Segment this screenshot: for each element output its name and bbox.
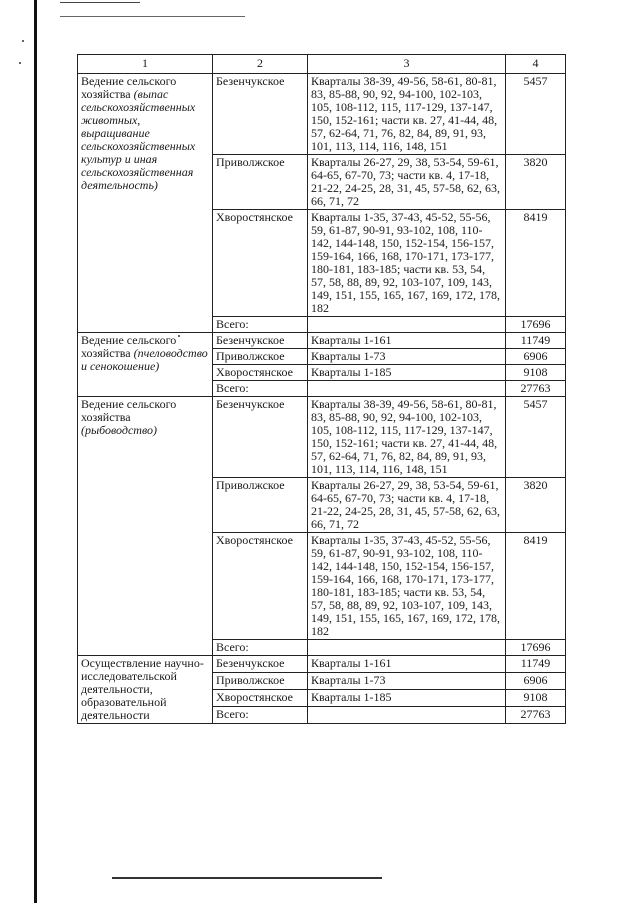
quarters-cell: Кварталы 38-39, 49-56, 58-61, 80-81, 83, 85-88, 90, 92, 94-100, 102-103, 105, 108-112, 115, 117-129, 137-147, 150, 152-161; части кв. 27, 41-44, 48, 57, 62-64, 71, 76, 82, 84, 89, 91, 93, 101, 113, 114, 116, 148, 151 [308, 74, 506, 155]
district-cell: Хворостянское [213, 210, 308, 317]
scan-edge-top-line [60, 16, 245, 17]
header-row [78, 55, 566, 74]
area-cell: 11749 [506, 333, 566, 349]
scan-edge-bottom [112, 877, 382, 879]
activity-name: Осуществление научно-исследовательской деятельности, образовательной деятельности [81, 656, 204, 722]
header-col-3: 3 [308, 55, 506, 74]
area-cell: 8419 [506, 533, 566, 640]
activity-cell [78, 333, 213, 397]
scan-speck [19, 62, 21, 64]
district-cell: Безенчукское [213, 74, 308, 155]
table-row [78, 397, 566, 478]
total-empty [308, 640, 506, 656]
quarters-cell: Кварталы 1-35, 37-43, 45-52, 55-56, 59, 61-87, 90-91, 93-102, 108, 110-142, 144-148, 150, 152-154, 156-157, 159-164, 166, 168, 170-171, 173-177, 180-181, 183-185; части кв. 53, 54, 57, 58, 88, 89, 92, 103-107, 109, 143, 149, 151, 155, 165, 167, 169, 172, 178, 182 [308, 210, 506, 317]
district-cell: Приволжское [213, 478, 308, 533]
activity-cell [78, 397, 213, 656]
quarters-cell: Кварталы 1-161 [308, 333, 506, 349]
district-cell: Хворостянское [213, 365, 308, 381]
activity-name: Ведение сельского хозяйства [81, 333, 177, 360]
scan-edge-left [34, 0, 37, 903]
activity-note: (пчеловодство и сенокошение) [81, 346, 208, 373]
total-value: 27763 [506, 381, 566, 397]
district-cell: Безенчукское [213, 397, 308, 478]
area-cell: 5457 [506, 397, 566, 478]
land-use-table [77, 54, 566, 724]
table-row [78, 74, 566, 155]
total-empty [308, 317, 506, 333]
activity-cell [78, 656, 213, 724]
quarters-cell: Кварталы 1-161 [308, 656, 506, 673]
total-empty [308, 381, 506, 397]
area-cell: 9108 [506, 690, 566, 707]
area-cell: 11749 [506, 656, 566, 673]
area-cell: 6906 [506, 673, 566, 690]
total-empty [308, 707, 506, 724]
area-cell: 6906 [506, 349, 566, 365]
district-cell: Безенчукское [213, 333, 308, 349]
quarters-cell: Кварталы 1-35, 37-43, 45-52, 55-56, 59, 61-87, 90-91, 93-102, 108, 110-142, 144-148, 150, 152-154, 156-157, 159-164, 166, 168, 170-171, 173-177, 180-181, 183-185; части кв. 53, 54, 57, 58, 88, 89, 92, 103-107, 109, 143, 149, 151, 155, 165, 167, 169, 172, 178, 182 [308, 533, 506, 640]
activity-cell [78, 74, 213, 333]
table-row [78, 656, 566, 673]
total-label: Всего: [213, 640, 308, 656]
header-col-4: 4 [506, 55, 566, 74]
area-cell: 3820 [506, 478, 566, 533]
district-cell: Хворостянское [213, 690, 308, 707]
district-cell: Приволжское [213, 155, 308, 210]
district-cell: Приволжское [213, 673, 308, 690]
quarters-cell: Кварталы 1-185 [308, 365, 506, 381]
activity-note: (рыбоводство) [81, 423, 158, 437]
scan-edge-top [60, 2, 140, 3]
activity-name: Ведение сельского хозяйства [81, 397, 177, 424]
quarters-cell: Кварталы 26-27, 29, 38, 53-54, 59-61, 64-65, 67-70, 73; части кв. 4, 17-18, 21-22, 24-25, 28, 31, 45, 57-58, 62, 63, 66, 71, 72 [308, 478, 506, 533]
district-cell: Безенчукское [213, 656, 308, 673]
total-value: 27763 [506, 707, 566, 724]
header-col-1: 1 [78, 55, 213, 74]
header-col-2: 2 [213, 55, 308, 74]
area-cell: 8419 [506, 210, 566, 317]
table-row [78, 333, 566, 349]
quarters-cell: Кварталы 38-39, 49-56, 58-61, 80-81, 83, 85-88, 90, 92, 94-100, 102-103, 105, 108-112, 115, 117-129, 137-147, 150, 152-161; части кв. 27, 41-44, 48, 57, 62-64, 71, 76, 82, 84, 89, 91, 93, 101, 113, 114, 116, 148, 151 [308, 397, 506, 478]
quarters-cell: Кварталы 1-73 [308, 349, 506, 365]
district-cell: Приволжское [213, 349, 308, 365]
area-cell: 9108 [506, 365, 566, 381]
total-label: Всего: [213, 317, 308, 333]
scan-speck [22, 40, 24, 42]
activity-note: (выпас сельскохозяйственных животных, выращивание сельскохозяйственных культур и иная сельскохозяйственная деятельность) [81, 87, 196, 192]
total-label: Всего: [213, 707, 308, 724]
area-cell: 3820 [506, 155, 566, 210]
quarters-cell: Кварталы 1-185 [308, 690, 506, 707]
total-value: 17696 [506, 317, 566, 333]
district-cell: Хворостянское [213, 533, 308, 640]
total-label: Всего: [213, 381, 308, 397]
quarters-cell: Кварталы 26-27, 29, 38, 53-54, 59-61, 64-65, 67-70, 73; части кв. 4, 17-18, 21-22, 24-25, 28, 31, 45, 57-58, 62, 63, 66, 71, 72 [308, 155, 506, 210]
quarters-cell: Кварталы 1-73 [308, 673, 506, 690]
activity-name: Ведение сельского хозяйства [81, 74, 177, 101]
area-cell: 5457 [506, 74, 566, 155]
total-value: 17696 [506, 640, 566, 656]
